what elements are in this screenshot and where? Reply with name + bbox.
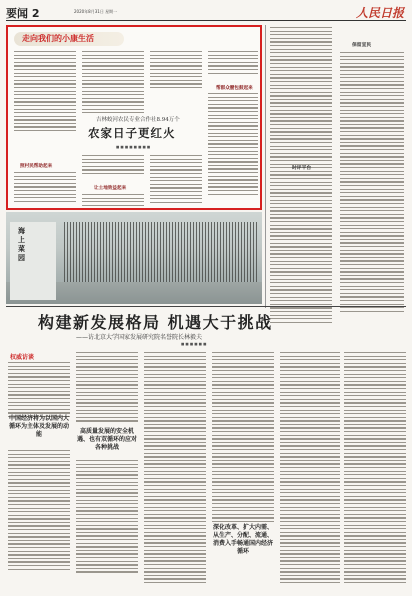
- section-title: 时评平台: [292, 165, 312, 171]
- feature-headline[interactable]: 农家日子更红火: [88, 126, 176, 140]
- issue-date: 2020年8月31日 星期一: [74, 9, 118, 14]
- page-header: [6, 4, 406, 21]
- subhead-1: 照村民帮助起来: [20, 164, 53, 169]
- article-text-column: [212, 352, 274, 525]
- column-divider: [265, 25, 266, 308]
- feature-article-box[interactable]: [6, 25, 262, 210]
- headline-kicker: 吉林蛟河农民专业合作社8.94万个: [96, 117, 180, 123]
- masthead-logo: 人民日报: [355, 6, 404, 20]
- lead-headline[interactable]: 构建新发展格局 机遇大于挑战: [38, 313, 273, 332]
- article-text-column: [150, 51, 202, 91]
- article-text-column: [14, 51, 76, 134]
- article-text-column: [8, 450, 70, 572]
- lead-byline: ■ ■ ■ ■ ■ ■: [181, 342, 207, 346]
- subhead-2: 让土地效益起来: [94, 186, 127, 191]
- news-photo: [6, 212, 262, 304]
- minihead-1: 中国经济将为以国内大循环为主体及发展的动能: [8, 415, 69, 438]
- article-text-column: [208, 51, 258, 76]
- section-tag: 权威访谈: [10, 354, 35, 361]
- article-text-column: [8, 362, 70, 420]
- section-label: 要闻 2: [6, 7, 40, 20]
- lead-subhead: ——访北京大学国家发展研究院名誉院长林毅夫: [76, 334, 203, 341]
- article-text-column: [82, 155, 144, 177]
- minihead-2: 高质量发展的安全机遇、也有双循环的应对各种挑战: [76, 428, 137, 451]
- article-text-column: [82, 194, 144, 208]
- article-text-column: [82, 51, 144, 116]
- article-text-column: [340, 52, 404, 314]
- article-text-column: [344, 352, 406, 586]
- minihead-3: 深化改革、扩大内需、从生产、分配、流通、消费入手畅通国内经济循环: [212, 524, 273, 555]
- article-text-column: [14, 172, 76, 204]
- box-title: 保留宣民: [352, 42, 372, 48]
- byline: ■ ■ ■ ■ ■ ■ ■ ■: [116, 145, 151, 149]
- article-text-column: [208, 93, 258, 197]
- photo-fishing-poles: [64, 222, 259, 284]
- column-banner-text: 走向我们的小康生活: [22, 34, 94, 43]
- article-text-column: [76, 460, 138, 575]
- article-text-column: [270, 27, 332, 325]
- subhead-3: 帮群众腰包鼓起来: [216, 86, 253, 91]
- photo-caption-title: 海上菜园: [18, 226, 25, 262]
- photo-caption-box: [10, 222, 56, 300]
- section-rule: [6, 306, 406, 307]
- article-text-column: [144, 352, 206, 586]
- article-text-column: [280, 352, 340, 586]
- article-text-column: [150, 155, 202, 205]
- column-banner: [14, 32, 124, 46]
- article-text-column: [76, 352, 138, 424]
